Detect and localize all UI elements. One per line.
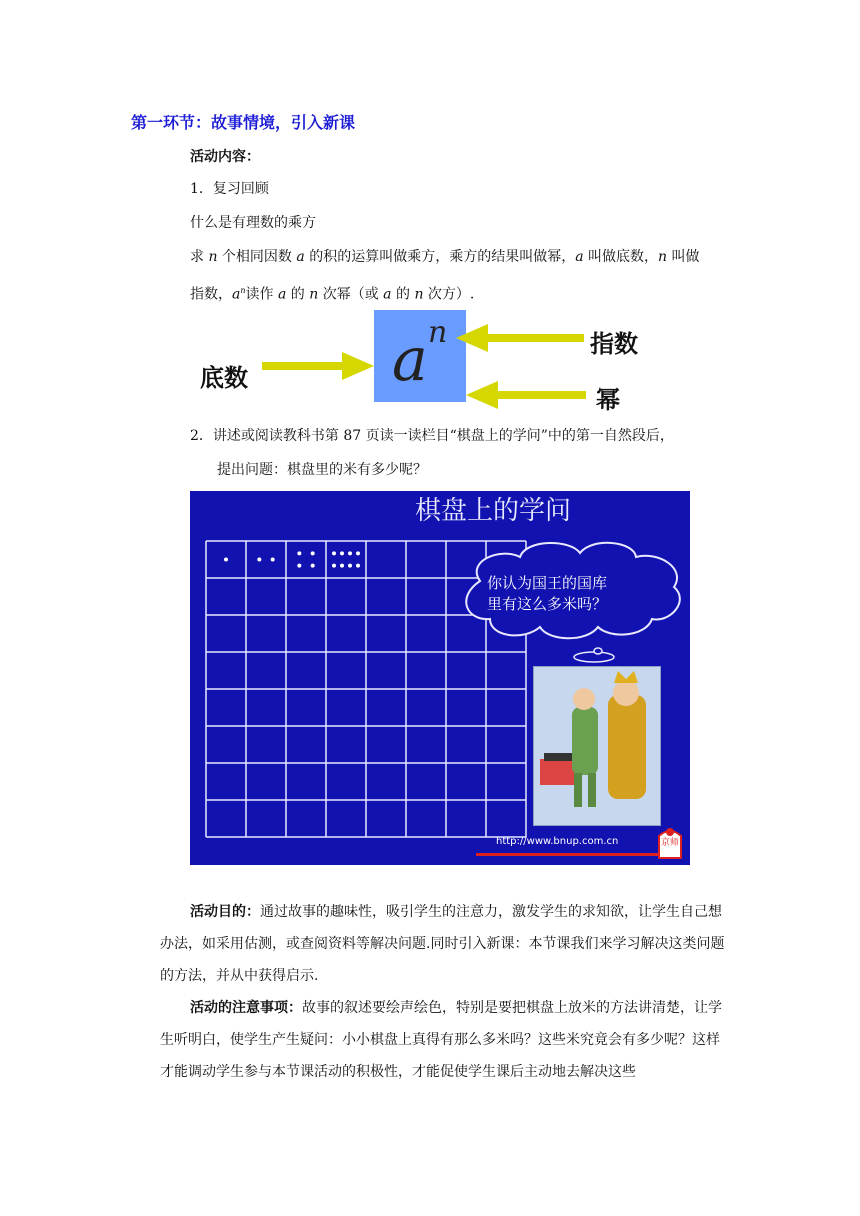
def-text: 次方）. <box>423 286 475 303</box>
arrow-to-power <box>466 381 586 409</box>
rice-grain <box>297 551 301 555</box>
review-question: 什么是有理数的乘方 <box>190 215 316 231</box>
def-text: 叫做底数， <box>583 249 659 265</box>
chess-board-small <box>544 753 576 761</box>
king-illustration-svg <box>534 667 660 825</box>
rice-grain <box>257 558 261 562</box>
cloud-bubbles <box>574 648 614 662</box>
def-text: 叫做 <box>667 249 700 265</box>
section-heading: 第一环节：故事情境，引入新课 <box>131 113 356 132</box>
rice-grain <box>348 551 352 555</box>
rice-grain <box>271 558 275 562</box>
def-var: a <box>232 286 241 303</box>
slide-title: 棋盘上的学问 <box>415 496 572 526</box>
def-var: a <box>383 286 392 303</box>
def-text: 指数， <box>190 286 232 303</box>
item-story-question: 提出问题：棋盘里的米有多少呢？ <box>217 462 427 478</box>
king-illustration <box>533 666 661 826</box>
activity-content-label: 活动内容： <box>190 149 260 165</box>
def-text: 的 <box>286 286 310 303</box>
def-var: n <box>309 286 319 303</box>
def-var: a <box>296 249 305 265</box>
rice-grain <box>332 551 336 555</box>
power-exponent: n <box>428 315 448 350</box>
purpose-label: 活动目的： <box>190 904 260 920</box>
label-base: 底数 <box>200 364 248 392</box>
def-text: 求 <box>190 249 209 265</box>
rice-grain <box>348 564 352 568</box>
king-head <box>613 680 639 706</box>
def-var: n <box>208 249 218 265</box>
sage-body <box>572 707 598 775</box>
sage-head <box>573 688 595 710</box>
purpose-text: 通过故事的趣味性，吸引学生的注意力，激发学生的求知欲，让学生自己想办法，如采用估测，或查阅资料等解决问题.同时引入新课：本节课我们来学习解决这类问题的方法，并从中获得启示. <box>160 904 725 984</box>
def-var: n <box>414 286 424 303</box>
rice-grain <box>297 564 301 568</box>
def-var: a <box>575 249 584 265</box>
def-text: 个相同因数 <box>217 249 297 265</box>
power-arrows <box>0 0 860 420</box>
notes-text: 故事的叙述要绘声绘色，特别是要把棋盘上放米的方法讲清楚，让学生听明白，使学生产生疑问：小小棋盘上真得有那么多米吗？这些米究竟会有多少呢？这样才能调动学生参与本节课活动的积极性，才能促使学生课后主动地去解决这些 <box>160 1000 722 1080</box>
label-power: 幂 <box>596 386 620 414</box>
power-base: a <box>392 325 428 395</box>
cloud-text-line-1: 你认为国王的国库 <box>487 574 608 592</box>
purpose-paragraph <box>160 896 732 992</box>
rice-grain <box>311 564 315 568</box>
def-text: 的 <box>391 286 415 303</box>
arrow-to-exponent <box>456 324 584 352</box>
rice-grain <box>356 564 360 568</box>
rice-grain <box>340 564 344 568</box>
rice-grain <box>332 564 336 568</box>
slide-url: http://www.bnup.com.cn <box>496 836 619 847</box>
notes-label: 活动的注意事项： <box>190 1000 302 1016</box>
publisher-logo <box>655 826 685 860</box>
item-story: 2．讲述或阅读教科书第 87 页读一读栏目“棋盘上的学问”中的第一自然段后， <box>190 428 674 444</box>
logo-text: 京师 <box>660 838 679 848</box>
def-text: 的积的运算叫做乘方，乘方的结果叫做幂， <box>304 249 576 265</box>
rice-grains <box>224 551 360 567</box>
url-underline <box>476 853 666 856</box>
notes-paragraph <box>160 992 732 1088</box>
arrow-from-base <box>262 352 374 380</box>
rice-grain <box>340 551 344 555</box>
def-var: n <box>658 249 668 265</box>
king-robe <box>608 695 646 799</box>
rice-grain <box>356 551 360 555</box>
def-text: 次幂（或 <box>318 286 384 303</box>
item-review: 1．复习回顾 <box>190 181 269 197</box>
def-text: 读作 <box>245 286 278 303</box>
rice-grain <box>224 558 228 562</box>
cloud-text-line-2: 里有这么多米吗？ <box>487 595 608 613</box>
rice-grain <box>311 551 315 555</box>
def-exp: n <box>240 286 246 295</box>
label-exponent: 指数 <box>590 330 638 358</box>
def-var: a <box>277 286 287 303</box>
